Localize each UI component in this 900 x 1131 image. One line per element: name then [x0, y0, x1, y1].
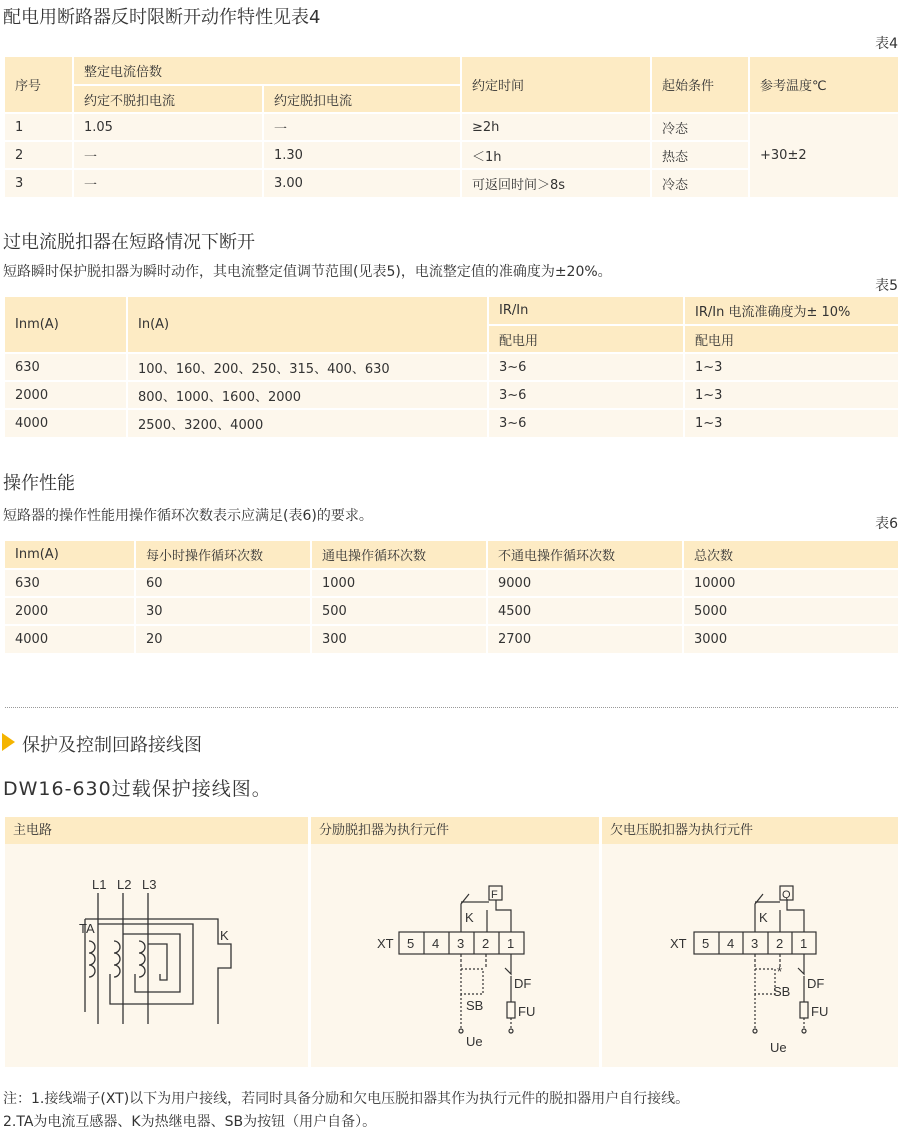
- table-row: [5, 597, 898, 625]
- dotted-divider: [5, 707, 898, 708]
- cell-cond: 冷态: [651, 169, 749, 197]
- terminal-5: 5: [407, 936, 415, 951]
- cell: 5000: [683, 597, 898, 625]
- label-q: Q: [782, 889, 791, 901]
- triangle-bullet-icon: [2, 733, 15, 751]
- cell-inm: 4000: [5, 409, 127, 437]
- terminal-1: 1: [507, 936, 515, 951]
- section-title-table5: 过电流脱扣器在短路情况下断开: [3, 232, 255, 253]
- panel-header: 分励脱扣器为执行元件: [311, 817, 599, 844]
- header-cond: 起始条件: [651, 57, 749, 113]
- cell-irin: 3~6: [488, 381, 684, 409]
- cell-nontrip: 一: [73, 169, 263, 197]
- note-2: 2.TA为电流互感器、K为热继电器、SB为按钮（用户自备）。: [3, 1114, 377, 1130]
- cell-nontrip: 一: [73, 141, 263, 169]
- undervoltage-release-diagram: [602, 844, 898, 1067]
- label-fu: FU: [811, 1004, 829, 1019]
- label-df: DF: [514, 976, 532, 991]
- terminal-5: 5: [702, 936, 710, 951]
- label-f: F: [491, 889, 498, 901]
- cell: 20: [135, 625, 311, 653]
- panel-main-circuit: [5, 817, 308, 1067]
- shunt-release-diagram: [311, 844, 599, 1067]
- header-deenergized-cycles: 不通电操作循环次数: [487, 541, 683, 569]
- header-in: In(A): [127, 297, 488, 353]
- cell-inm: 2000: [5, 381, 127, 409]
- cell-in: 800、1000、1600、2000: [127, 381, 488, 409]
- cell-trip: 1.30: [263, 141, 461, 169]
- label-k: K: [759, 910, 768, 925]
- cell-seq: 3: [5, 169, 73, 197]
- panel-header: 主电路: [5, 817, 308, 844]
- header-trip: 约定脱扣电流: [263, 85, 461, 113]
- cell-irin: 3~6: [488, 409, 684, 437]
- table-row: [5, 569, 898, 597]
- terminal-2: 2: [776, 936, 784, 951]
- cell: 3000: [683, 625, 898, 653]
- panel-undervoltage-release: [602, 817, 898, 1067]
- header-accuracy: IR/In 电流准确度为± 10%: [684, 297, 898, 325]
- cell-accuracy: 1~3: [684, 409, 898, 437]
- header-inm: Inm(A): [5, 297, 127, 353]
- section-desc-table5: 短路瞬时保护脱扣器为瞬时动作，其电流整定值调节范围(见表5)，电流整定值的准确度为±20%。: [3, 264, 612, 280]
- cell-irin: 3~6: [488, 353, 684, 381]
- cell-seq: 2: [5, 141, 73, 169]
- header-seq: 序号: [5, 57, 73, 113]
- label-sb: SB: [773, 984, 791, 999]
- header-cycles-per-hour: 每小时操作循环次数: [135, 541, 311, 569]
- wiring-subtitle: DW16-630过载保护接线图。: [3, 778, 272, 800]
- terminal-3: 3: [457, 936, 465, 951]
- table-number-5: 表5: [875, 278, 898, 294]
- table-row: [5, 381, 898, 409]
- table-number-6: 表6: [875, 516, 898, 532]
- cell: 630: [5, 569, 135, 597]
- panel-shunt-release: [311, 817, 599, 1067]
- table-row: [5, 625, 898, 653]
- note-1: 注：1.接线端子(XT)以下为用户接线，若同时具备分励和欠电压脱扣器其作为执行元件的脱扣器用户自行接线。: [3, 1091, 690, 1107]
- cell-time: ＜1h: [461, 141, 651, 169]
- cell: 4000: [5, 625, 135, 653]
- cell: 9000: [487, 569, 683, 597]
- header-time: 约定时间: [461, 57, 651, 113]
- header-multiple: 整定电流倍数: [73, 57, 461, 85]
- cell-seq: 1: [5, 113, 73, 141]
- header-irin: IR/In: [488, 297, 684, 325]
- section-title-table4: 配电用断路器反时限断开动作特性见表4: [3, 7, 321, 28]
- header-temp: 参考温度℃: [749, 57, 898, 113]
- label-df: DF: [807, 976, 825, 991]
- cell-trip: 3.00: [263, 169, 461, 197]
- label-ue: Ue: [770, 1040, 787, 1055]
- cell-in: 100、160、200、250、315、400、630: [127, 353, 488, 381]
- terminal-2: 2: [482, 936, 490, 951]
- header-sub-distribution: 配电用: [488, 325, 684, 353]
- cell-inm: 630: [5, 353, 127, 381]
- cell-cond: 热态: [651, 141, 749, 169]
- cell: 2000: [5, 597, 135, 625]
- label-ta: TA: [79, 921, 95, 936]
- main-circuit-diagram: [5, 844, 308, 1067]
- cell: 2700: [487, 625, 683, 653]
- terminal-4: 4: [432, 936, 440, 951]
- table-row: [5, 113, 898, 141]
- header-nontrip: 约定不脱扣电流: [73, 85, 263, 113]
- terminal-1: 1: [800, 936, 808, 951]
- table-row: [5, 409, 898, 437]
- header-energized-cycles: 通电操作循环次数: [311, 541, 487, 569]
- cell-trip: 一: [263, 113, 461, 141]
- cell: 300: [311, 625, 487, 653]
- cell-accuracy: 1~3: [684, 353, 898, 381]
- header-inm: Inm(A): [5, 541, 135, 569]
- table-row: [5, 353, 898, 381]
- label-xt: XT: [670, 936, 687, 951]
- cell: 1000: [311, 569, 487, 597]
- label-l1: L1: [92, 877, 107, 892]
- label-ue: Ue: [466, 1034, 483, 1049]
- header-total: 总次数: [683, 541, 898, 569]
- table-6: [5, 541, 898, 653]
- table-4: [5, 57, 898, 197]
- label-sb: SB: [466, 998, 484, 1013]
- label-k: K: [220, 928, 229, 943]
- cell-cond: 冷态: [651, 113, 749, 141]
- cell-time: 可返回时间＞8s: [461, 169, 651, 197]
- header-sub-distribution: 配电用: [684, 325, 898, 353]
- panel-header: 欠电压脱扣器为执行元件: [602, 817, 898, 844]
- label-xt: XT: [377, 936, 394, 951]
- cell-time: ≥2h: [461, 113, 651, 141]
- section-title-table6: 操作性能: [3, 473, 75, 494]
- label-l3: L3: [142, 877, 157, 892]
- cell: 500: [311, 597, 487, 625]
- table-5: [5, 297, 898, 437]
- label-fu: FU: [518, 1004, 536, 1019]
- cell-in: 2500、3200、4000: [127, 409, 488, 437]
- section-title-wiring: 保护及控制回路接线图: [22, 735, 202, 756]
- cell: 60: [135, 569, 311, 597]
- label-star: *: [777, 964, 783, 979]
- table-number-4: 表4: [875, 36, 898, 52]
- terminal-4: 4: [727, 936, 735, 951]
- section-desc-table6: 短路器的操作性能用操作循环次数表示应满足(表6)的要求。: [3, 508, 373, 524]
- label-l2: L2: [117, 877, 132, 892]
- cell: 10000: [683, 569, 898, 597]
- cell-temp: +30±2: [749, 113, 898, 197]
- cell: 4500: [487, 597, 683, 625]
- terminal-3: 3: [751, 936, 759, 951]
- cell: 30: [135, 597, 311, 625]
- label-k: K: [465, 910, 474, 925]
- cell-nontrip: 1.05: [73, 113, 263, 141]
- cell-accuracy: 1~3: [684, 381, 898, 409]
